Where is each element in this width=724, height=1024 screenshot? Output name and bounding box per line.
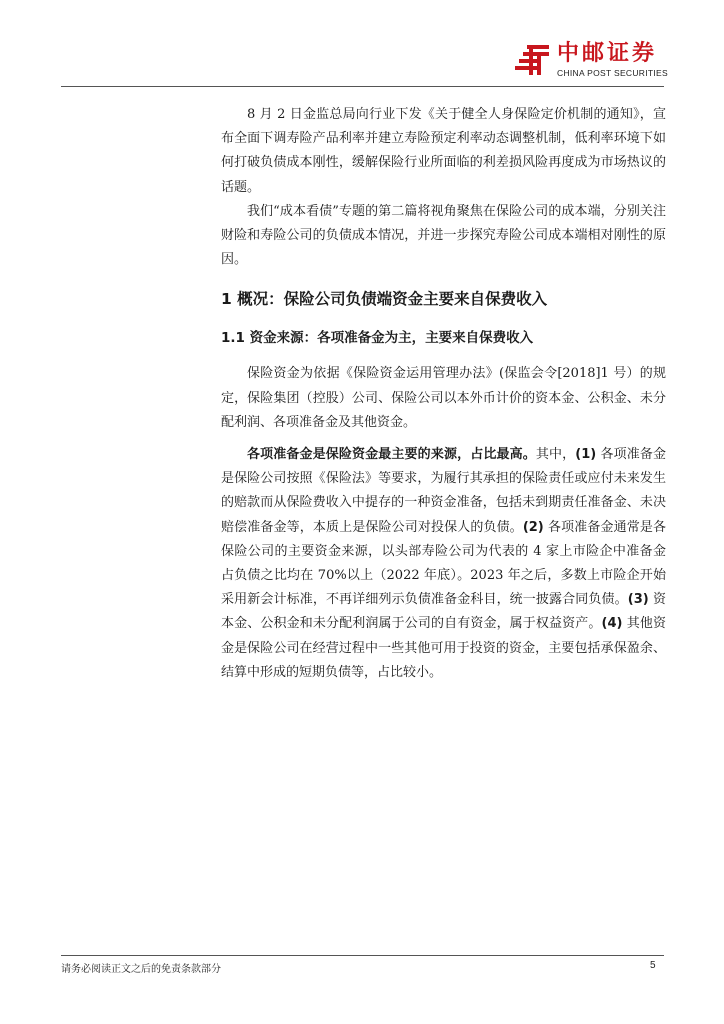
logo-english-name: CHINA POST SECURITIES [557, 68, 668, 78]
marker-2: (2) [522, 519, 544, 535]
china-post-logo-icon [513, 43, 551, 77]
logo-chinese-name: 中邮证券 [557, 41, 658, 66]
marker-1: (1) [575, 447, 597, 463]
detail-text-5: 其他资金是保险公司在经营过程中一些其他可用于投资的资金，主要包括承保盈余、结算中形成的短期负债等，占比较小。 [221, 616, 666, 680]
detail-text-1: 其中， [535, 447, 576, 463]
header-divider [61, 86, 664, 87]
definition-paragraph: 保险资金为依据《保险资金运用管理办法》(保监会令[2018]1 号）的规定，保险集团（控股）公司、保险公司以本外币计价的资本金、公积金、未分配利润、各项准备金及其他资金。 [221, 366, 666, 430]
marker-4: (4) [601, 616, 623, 632]
footer-divider [61, 955, 664, 956]
document-body [221, 103, 666, 685]
page-number: 5 [650, 960, 656, 971]
disclaimer-note: 请务必阅读正文之后的免责条款部分 [61, 964, 221, 975]
section-1-1-heading: 1.1 资金来源：各项准备金为主，主要来自保费收入 [221, 330, 534, 347]
detail-text-4: 资本金、公积金和未分配利润属于公司的自有资金，属于权益资产。 [221, 592, 666, 632]
detail-paragraph [221, 443, 666, 685]
marker-3: (3) [627, 592, 649, 608]
company-logo [513, 42, 668, 78]
detail-text-3: 各项准备金通常是各保险公司的主要资金来源，以头部寿险公司为代表的 4 家上市险企中准备金占负债之比均在 70%以上（2022 年底）。2023 年之后，多数上市险企开始采用新会计标准，不再详细列示负债准备金科目，统一披露合同负债。 [221, 519, 666, 608]
detail-lead-bold: 各项准备金是保险资金最主要的来源，占比最高。 [247, 447, 536, 463]
intro-paragraph-1: 8 月 2 日金监总局向行业下发《关于健全人身保险定价机制的通知》，宣布全面下调寿险产品利率并建立寿险预定利率动态调整机制，低利率环境下如何打破负债成本刚性，缓解保险行业所面临的利差损风险再度成为市场热议的话题。 [221, 107, 666, 195]
detail-text-2: 各项准备金是保险公司按照《保险法》等要求，为履行其承担的保险责任或应付未来发生的赔款而从保险费收入中提存的一种资金准备，包括未到期责任准备金、未决赔偿准备金等，本质上是保险公司对投保人的负债。 [221, 447, 666, 535]
intro-paragraph-2: 我们“成本看债”专题的第二篇将视角聚焦在保险公司的成本端，分别关注财险和寿险公司的负债成本情况，并进一步探究寿险公司成本端相对刚性的原因。 [221, 203, 666, 268]
section-1-heading: 1 概况：保险公司负债端资金主要来自保费收入 [221, 290, 548, 309]
